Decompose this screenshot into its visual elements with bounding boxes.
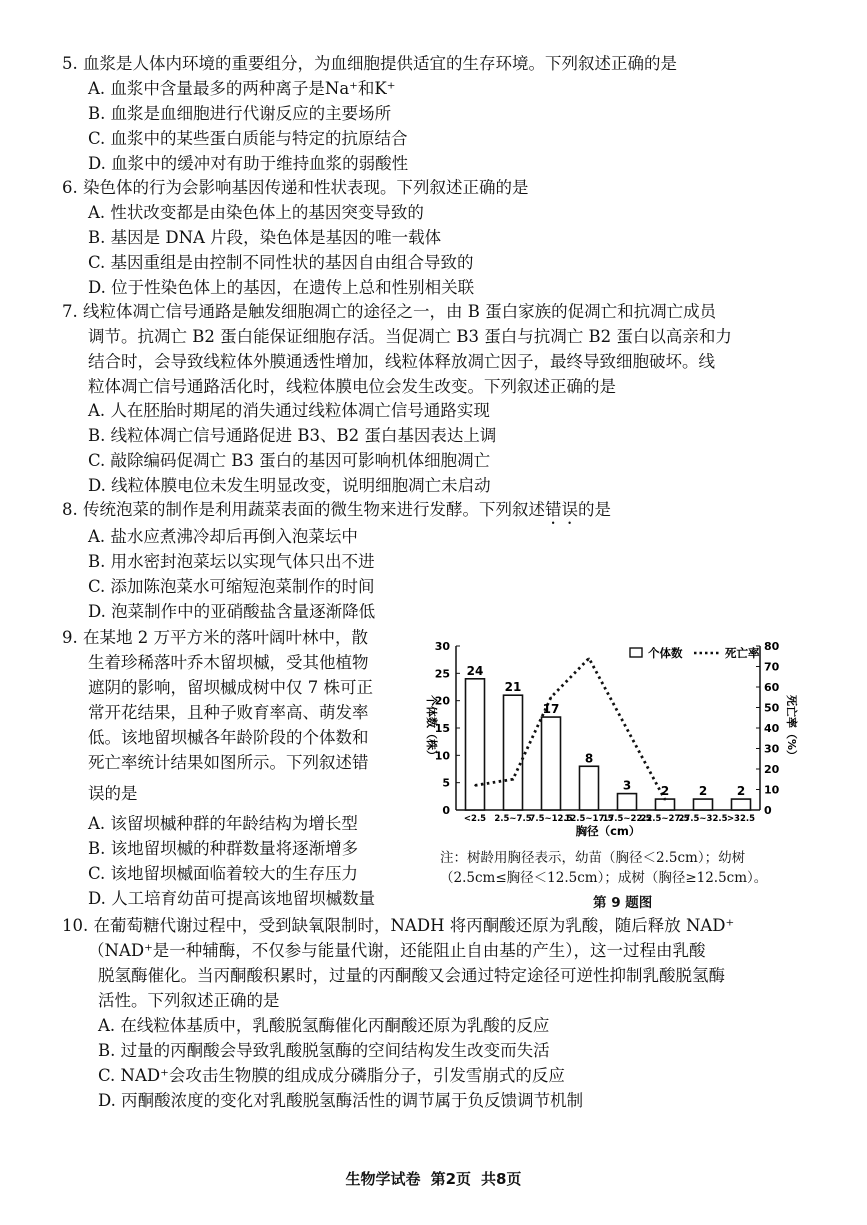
q10-stem-line-2: （NAD⁺是一种辅酶，不仅参与能量代谢，还能阻止自由基的产生），这一过程由乳酸 [88,941,706,960]
q8-option-b: B. 用水密封泡菜坛以实现气体只出不进 [88,552,375,571]
x-tick-label: 2.5~7.5 [494,814,532,824]
q7-stem-line-3: 结合时，会导致线粒体外膜通透性增加，线粒体释放凋亡因子，最终导致细胞破坏。线 [88,352,715,371]
q10-stem-line-3: 脱氢酶催化。当丙酮酸积累时，过量的丙酮酸又会通过特定途径可逆性抑制乳酸脱氢酶 [98,966,725,985]
figure-note-line-2: （2.5cm≤胸径＜12.5cm）；成树（胸径≥12.5cm）。 [440,870,768,886]
q5-option-b: B. 血浆是血细胞进行代谢反应的主要场所 [88,104,392,123]
y-tick-label-left: 15 [434,722,450,735]
q7-stem-line-2: 调节。抗凋亡 B2 蛋白能保证细胞存活。当促凋亡 B3 蛋白与抗凋亡 B2 蛋白以高亲和力 [88,327,732,346]
y-tick-label-right: 0 [764,804,772,817]
y-axis-label-left: 个体数（株） [425,695,438,761]
legend-bar-label: 个体数 [648,646,683,660]
q8-stem [62,499,611,523]
figure-caption: 第 9 题图 [593,895,653,911]
legend-line-label: 死亡率 [725,646,760,660]
q8-stem-emphasis: 错误 [545,500,578,519]
x-tick-label: >32.5 [726,814,756,824]
bar-data-label: 17 [542,702,560,717]
bar-data-label: 2 [698,784,708,799]
bar [656,799,675,810]
bar-data-label: 21 [504,680,522,695]
q8-stem-before: 8. 传统泡菜的制作是利用蔬菜表面的微生物来进行发酵。下列叙述 [62,500,545,519]
bar [466,679,485,810]
q5-stem: 5. 血浆是人体内环境的重要组分，为血细胞提供适宜的生存环境。下列叙述正确的是 [62,54,677,73]
y-tick-label-right: 10 [764,783,780,797]
y-tick-label-left: 5 [442,776,450,790]
bar [542,717,561,810]
q9-stem-line-3: 遮阴的影响，留坝槭成树中仅 7 株可正 [88,678,373,697]
q8-option-c: C. 添加陈泡菜水可缩短泡菜制作的时间 [88,577,375,596]
mortality-point [474,785,476,787]
q10-option-a: A. 在线粒体基质中，乳酸脱氢酶催化丙酮酸还原为乳酸的反应 [98,1016,550,1035]
x-tick-label: <2.5 [463,814,487,824]
q6-option-a: A. 性状改变都是由染色体上的基因突变导致的 [88,203,424,222]
q7-option-a: A. 人在胚胎时期尾的消失通过线粒体凋亡信号通路实现 [88,401,490,420]
q7-stem-line-4: 粒体凋亡信号通路活化时，线粒体膜电位会发生改变。下列叙述正确的是 [88,377,616,396]
bar-data-label: 2 [736,784,746,799]
y-tick-label-left: 10 [434,749,450,763]
footer-page: 第2页 [430,1170,471,1188]
q9-stem-line-2: 生着珍稀落叶乔木留坝槭，受其他植物 [88,653,369,672]
y-tick-label-right: 40 [764,722,780,735]
bar-data-label: 24 [466,663,484,678]
y-tick-label-left: 0 [442,804,450,817]
x-tick-label: 27.5~32.5 [678,814,728,824]
y-tick-label-left: 25 [434,667,450,681]
chart-bars [466,679,751,810]
q9-stem-line-5: 低。该地留坝槭各年龄阶段的个体数和 [88,728,369,747]
q9-stem-line-4: 常开花结果，且种子败育率高、萌发率 [88,703,369,722]
q7-option-d: D. 线粒体膜电位未发生明显改变，说明细胞凋亡未启动 [88,476,491,495]
y-tick-label-right: 50 [764,701,780,715]
x-tick-label: 22.5~27.5 [640,814,690,824]
mortality-point [550,696,552,698]
q9-option-c: C. 该地留坝槭面临着较大的生存压力 [88,864,359,883]
legend-bar-swatch [630,648,642,657]
q5-option-c: C. 血浆中的某些蛋白质能与特定的抗原结合 [88,129,408,148]
y-axis-label-right: 死亡率（%） [785,694,798,762]
figure-note-line-1: 注：树龄用胸径表示，幼苗（胸径＜2.5cm）；幼树 [440,850,746,866]
y-tick-label-right: 80 [764,640,780,653]
bar-data-label: 2 [660,784,670,799]
bar [732,799,751,810]
q6-option-b: B. 基因是 DNA 片段，染色体是基因的唯一载体 [88,228,442,247]
bar-data-label: 3 [622,778,632,793]
x-tick-label: 17.5~22.5 [602,814,652,824]
q7-option-c: C. 敲除编码促凋亡 B3 蛋白的基因可影响机体细胞凋亡 [88,451,491,470]
q5-option-a: A. 血浆中含量最多的两种离子是Na⁺和K⁺ [88,79,396,98]
x-tick-label: 12.5~17.5 [564,814,614,824]
q10-option-d: D. 丙酮酸浓度的变化对乳酸脱氢酶活性的调节属于负反馈调节机制 [98,1091,584,1110]
q5-option-d: D. 血浆中的缓冲对有助于维持血浆的弱酸性 [88,154,409,173]
page-footer [0,1168,867,1189]
q6-option-d: D. 位于性染色体上的基因，在遗传上总和性别相关联 [88,278,475,297]
y-tick-label-right: 30 [764,742,780,756]
q6-stem: 6. 染色体的行为会影响基因传递和性状表现。下列叙述正确的是 [62,178,529,197]
q9-option-b: B. 该地留坝槭的种群数量将逐渐增多 [88,839,359,858]
chart-axes [456,646,760,810]
q10-option-c: C. NAD⁺会攻击生物膜的组成成分磷脂分子，引发雪崩式的反应 [98,1066,565,1085]
y-tick-label-right: 70 [764,660,780,674]
footer-total: 共8页 [481,1170,522,1188]
q7-stem-line-1: 7. 线粒体凋亡信号通路是触发细胞凋亡的途径之一，由 B 蛋白家族的促凋亡和抗凋亡成员 [62,302,717,321]
bar-data-label: 8 [584,751,594,766]
q10-option-b: B. 过量的丙酮酸会导致乳酸脱氢酶的空间结构发生改变而失活 [98,1041,550,1060]
y-tick-label-left: 30 [434,640,450,653]
bar [504,695,523,810]
bar [618,794,637,810]
bar [694,799,713,810]
x-tick-label: 7.5~12.5 [529,814,573,824]
y-tick-label-left: 20 [434,694,450,708]
q9-stem-line-6: 死亡率统计结果如图所示。下列叙述错 [88,753,369,772]
q8-stem-after: 的是 [578,500,611,519]
footer-subject: 生物学试卷 [345,1170,421,1188]
q8-option-d: D. 泡菜制作中的亚硝酸盐含量逐渐降低 [88,602,376,621]
y-tick-label-right: 20 [764,763,780,776]
mortality-point [664,799,666,801]
q10-stem-line-4: 活性。下列叙述正确的是 [98,991,280,1010]
q9-option-d: D. 人工培育幼苗可提高该地留坝槭数量 [88,889,376,908]
q9-stem-line-7: 误的是 [88,784,138,803]
q10-stem-line-1: 10. 在葡萄糖代谢过程中，受到缺氧限制时，NADH 将丙酮酸还原为乳酸，随后释放 NAD⁺ [62,916,735,935]
age-structure-chart [416,632,798,838]
y-tick-label-right: 60 [764,681,780,694]
mortality-point [588,658,590,660]
q8-option-a: A. 盐水应煮沸冷却后再倒入泡菜坛中 [88,527,358,546]
x-axis-label: 胸径（cm） [575,824,641,838]
q9-stem-line-1: 9. 在某地 2 万平方米的落叶阔叶林中，散 [62,628,368,647]
bar [580,766,599,810]
q7-option-b: B. 线粒体凋亡信号通路促进 B3、B2 蛋白基因表达上调 [88,426,497,445]
q9-option-a: A. 该留坝槭种群的年龄结构为增长型 [88,814,358,833]
q6-option-c: C. 基因重组是由控制不同性状的基因自由组合导致的 [88,253,474,272]
mortality-point [512,778,514,780]
